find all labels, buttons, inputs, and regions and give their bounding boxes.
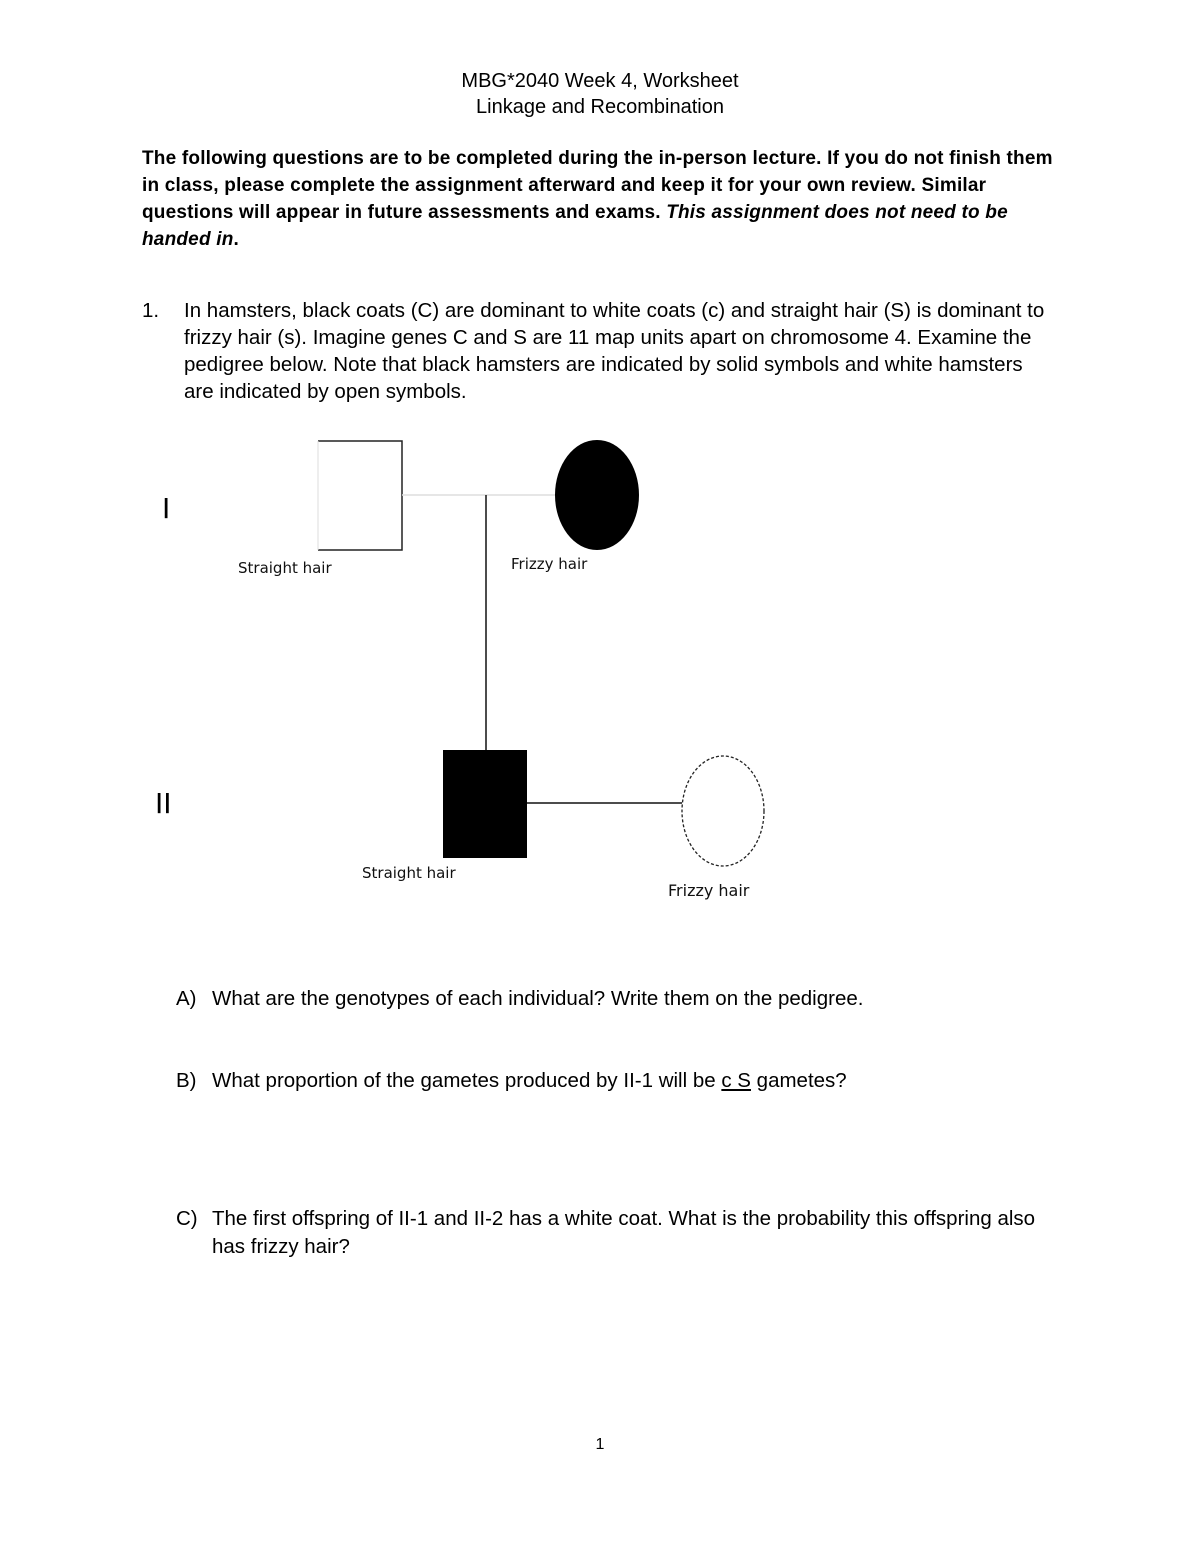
subquestion-b-text-after: gametes? bbox=[750, 1069, 847, 1092]
instructions-end-punct: . bbox=[233, 229, 240, 250]
subquestion-b-underlined-gamete: c S bbox=[721, 1069, 751, 1092]
generation-2-label: II bbox=[155, 787, 172, 820]
gen2-female-phenotype-label: Frizzy hair bbox=[668, 881, 750, 900]
gen1-male-phenotype-label: Straight hair bbox=[238, 559, 332, 577]
subquestion-a-letter: A) bbox=[176, 987, 197, 1010]
topic-title: Linkage and Recombination bbox=[476, 96, 724, 118]
course-title: MBG*2040 Week 4, Worksheet bbox=[461, 70, 739, 92]
subquestion-b-text-before: What proportion of the gametes produced by II-1 will be bbox=[212, 1069, 722, 1092]
instructions-italic-text: This assignment does not need to be handed in bbox=[142, 202, 1008, 250]
subquestion-c-letter: C) bbox=[176, 1207, 198, 1230]
gen1-female-phenotype-label: Frizzy hair bbox=[511, 555, 588, 573]
gen2-male-symbol bbox=[443, 750, 527, 858]
gen2-male-phenotype-label: Straight hair bbox=[362, 864, 456, 882]
page-number: 1 bbox=[595, 1436, 605, 1453]
subquestion-b-text bbox=[212, 1067, 1056, 1095]
subquestion-b-letter: B) bbox=[176, 1069, 197, 1092]
subquestion-a-text: What are the genotypes of each individual? Write them on the pedigree. bbox=[212, 987, 864, 1010]
gen1-male-symbol bbox=[318, 441, 402, 550]
gen1-female-symbol bbox=[555, 440, 639, 550]
question-1-number: 1. bbox=[142, 299, 160, 322]
question-1-text: In hamsters, black coats (C) are dominant to white coats (c) and straight hair (S) is dominant to frizzy hair (s). Imagine genes C and S are 11 map units apart on chromosome 4. Examine the pedigree below. Note that black hamsters are indicated by solid symbols and white hamsters are indicated by open symbols. bbox=[184, 299, 1045, 403]
subquestion-c-text: The first offspring of II-1 and II-2 has a white coat. What is the probability this offspring also has frizzy hair? bbox=[212, 1207, 1036, 1258]
gen2-female-symbol bbox=[682, 756, 764, 866]
generation-1-label: I bbox=[162, 492, 171, 525]
instructions-bold-text: The following questions are to be completed during the in-person lecture. If you do not finish them in class, please complete the assignment afterward and keep it for your own review. Similar questions will appear in future assessments and exams. bbox=[142, 148, 1053, 223]
